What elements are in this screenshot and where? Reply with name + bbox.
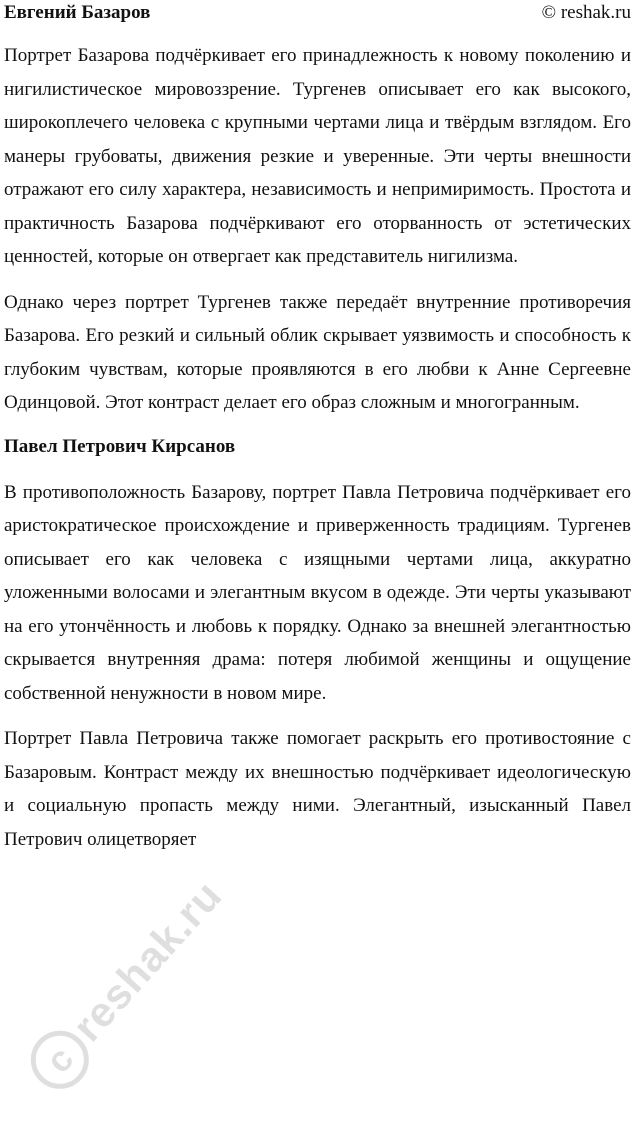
section-title-kirsanov: Павел Петрович Кирсанов [4,435,236,457]
watermark-text: reshak.ru [63,871,231,1050]
paragraph: Портрет Базарова подчёркивает его принадлежность к новому поколению и нигилистическое мировоззрение. Тургенев описывает его как высокого, широкоплечего человека с крупными чертами лица и твёрдым взглядом. Его манеры грубоваты, движения резкие и уверенные. Эти черты внешности отражают его силу характера, независимость и непримиримость. Простота и практичность Базарова подчёркивают его оторванность от эстетических ценностей, которые он отвергает как представитель нигилизма. [4,45,631,267]
header-row [4,0,631,26]
paragraph: Однако через портрет Тургенев также передаёт внутренние противоречия Базарова. Его резкий и сильный облик скрывает уязвимость и способность к глубоким чувствам, которые проявляются в его любви к Анне Сергеевне Одинцовой. Этот контраст делает его образ сложным и многогранным. [4,291,631,413]
paragraph: Портрет Павла Петровича также помогает раскрыть его противостояние с Базаровым. Контраст между их внешностью подчёркивает идеологическую и социальную пропасть между ними. Элегантный, изысканный Павел Петрович олицетворяет [4,728,631,850]
paragraph: В противоположность Базарову, портрет Павла Петровича подчёркивает его аристократическое происхождение и приверженность традициям. Тургенев описывает его как человека с изящными чертами лица, аккуратно уложенными волосами и элегантным вкусом в одежде. Эти черты указывают на его утончённость и любовь к порядку. Однако за внешней элегантностью скрывается внутренняя драма: потеря любимой женщины и ощущение собственной ненужности в новом мире. [4,481,631,704]
copyright-notice: © reshak.ru [541,2,631,23]
copyright-icon: c [19,1019,101,1101]
section-title-bazarov: Евгений Базаров [4,2,151,23]
